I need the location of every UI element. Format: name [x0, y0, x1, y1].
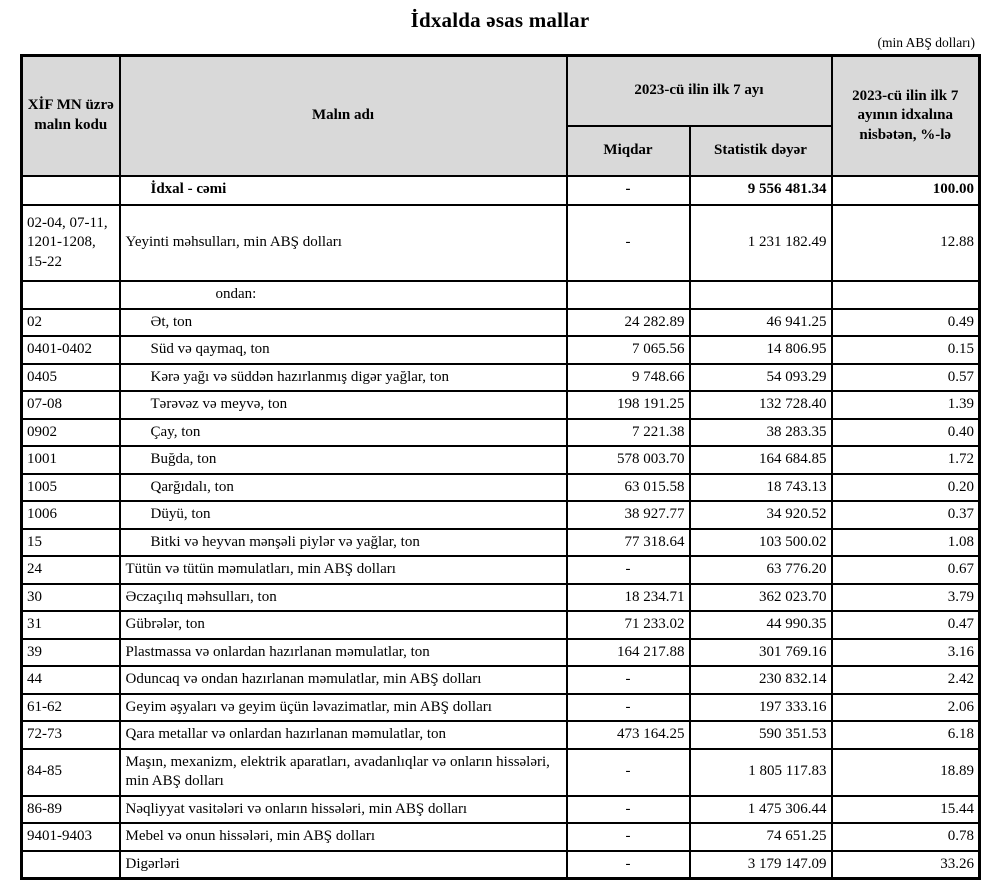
table-row: [22, 584, 980, 612]
cell-quantity: -: [567, 205, 690, 282]
cell-code: 86-89: [22, 796, 120, 824]
cell-value: 1 805 117.83: [690, 749, 832, 796]
table-row: [22, 176, 980, 205]
cell-quantity: 164 217.88: [567, 639, 690, 667]
cell-name: Düyü, ton: [120, 501, 567, 529]
cell-share: [832, 281, 980, 309]
cell-share: 1.72: [832, 446, 980, 474]
cell-value: 3 179 147.09: [690, 851, 832, 879]
cell-value: 9 556 481.34: [690, 176, 832, 205]
cell-value: 46 941.25: [690, 309, 832, 337]
cell-name: Süd və qaymaq, ton: [120, 336, 567, 364]
cell-quantity: -: [567, 694, 690, 722]
cell-quantity: -: [567, 823, 690, 851]
cell-name: Bitki və heyvan mənşəli piylər və yağlar, ton: [120, 529, 567, 557]
cell-share: 0.49: [832, 309, 980, 337]
cell-value: 301 769.16: [690, 639, 832, 667]
cell-name: Tərəvəz və meyvə, ton: [120, 391, 567, 419]
cell-code: 0405: [22, 364, 120, 392]
cell-name: Gübrələr, ton: [120, 611, 567, 639]
cell-code: 1005: [22, 474, 120, 502]
table-row: [22, 529, 980, 557]
cell-quantity: 77 318.64: [567, 529, 690, 557]
cell-name: Tütün və tütün məmulatları, min ABŞ dolları: [120, 556, 567, 584]
cell-name: Əczaçılıq məhsulları, ton: [120, 584, 567, 612]
cell-name: Geyim əşyaları və geyim üçün ləvazimatlar, min ABŞ dolları: [120, 694, 567, 722]
cell-value: 74 651.25: [690, 823, 832, 851]
cell-quantity: -: [567, 556, 690, 584]
cell-value: 230 832.14: [690, 666, 832, 694]
cell-share: 3.79: [832, 584, 980, 612]
cell-quantity: -: [567, 851, 690, 879]
table-row: [22, 796, 980, 824]
cell-code: 24: [22, 556, 120, 584]
table-row: [22, 556, 980, 584]
cell-share: 0.67: [832, 556, 980, 584]
cell-value: 197 333.16: [690, 694, 832, 722]
cell-name: Qara metallar və onlardan hazırlanan məmulatlar, ton: [120, 721, 567, 749]
cell-value: 38 283.35: [690, 419, 832, 447]
table-row: [22, 446, 980, 474]
cell-value: 34 920.52: [690, 501, 832, 529]
cell-quantity: -: [567, 749, 690, 796]
cell-code: 31: [22, 611, 120, 639]
table-row: [22, 694, 980, 722]
cell-code: 0902: [22, 419, 120, 447]
header-name: Malın adı: [120, 56, 567, 176]
cell-quantity: 9 748.66: [567, 364, 690, 392]
cell-share: 12.88: [832, 205, 980, 282]
cell-quantity: 198 191.25: [567, 391, 690, 419]
cell-value: 1 231 182.49: [690, 205, 832, 282]
table-row: [22, 501, 980, 529]
cell-value: 164 684.85: [690, 446, 832, 474]
cell-code: 0401-0402: [22, 336, 120, 364]
header-quantity: Miqdar: [567, 126, 690, 176]
cell-share: 33.26: [832, 851, 980, 879]
cell-value: [690, 281, 832, 309]
header-period-group: 2023-cü ilin ilk 7 ayı: [567, 56, 832, 126]
cell-name: İdxal - cəmi: [120, 176, 567, 205]
imports-table: [20, 54, 981, 880]
cell-share: 1.08: [832, 529, 980, 557]
cell-share: 6.18: [832, 721, 980, 749]
cell-code: 30: [22, 584, 120, 612]
cell-name: Mebel və onun hissələri, min ABŞ dolları: [120, 823, 567, 851]
cell-code: 02-04, 07-11, 1201-1208, 15-22: [22, 205, 120, 282]
cell-value: 54 093.29: [690, 364, 832, 392]
cell-quantity: 71 233.02: [567, 611, 690, 639]
cell-quantity: 63 015.58: [567, 474, 690, 502]
cell-value: 63 776.20: [690, 556, 832, 584]
cell-quantity: -: [567, 666, 690, 694]
cell-code: 84-85: [22, 749, 120, 796]
cell-share: 1.39: [832, 391, 980, 419]
table-row: [22, 823, 980, 851]
table-row: [22, 721, 980, 749]
cell-quantity: 38 927.77: [567, 501, 690, 529]
table-row: [22, 749, 980, 796]
header-code: XİF MN üzrə malın kodu: [22, 56, 120, 176]
cell-name: Buğda, ton: [120, 446, 567, 474]
cell-quantity: 18 234.71: [567, 584, 690, 612]
cell-share: 0.57: [832, 364, 980, 392]
table-row: [22, 474, 980, 502]
cell-quantity: 7 221.38: [567, 419, 690, 447]
cell-name: Kərə yağı və süddən hazırlanmış digər yağlar, ton: [120, 364, 567, 392]
table-row: [22, 309, 980, 337]
cell-share: 0.40: [832, 419, 980, 447]
header-value: Statistik dəyər: [690, 126, 832, 176]
cell-code: 02: [22, 309, 120, 337]
table-header: [22, 56, 980, 176]
table-row: [22, 336, 980, 364]
cell-code: 1001: [22, 446, 120, 474]
table-body: [22, 176, 980, 879]
table-row: [22, 205, 980, 282]
cell-quantity: 24 282.89: [567, 309, 690, 337]
cell-share: 0.15: [832, 336, 980, 364]
table-row: [22, 419, 980, 447]
cell-name: Ət, ton: [120, 309, 567, 337]
cell-quantity: -: [567, 796, 690, 824]
table-row: [22, 611, 980, 639]
unit-note: (min ABŞ dolları): [877, 35, 975, 50]
cell-quantity: [567, 281, 690, 309]
cell-value: 1 475 306.44: [690, 796, 832, 824]
cell-share: 0.37: [832, 501, 980, 529]
cell-quantity: -: [567, 176, 690, 205]
table-row: [22, 391, 980, 419]
document-page: [0, 8, 1000, 880]
cell-code: 39: [22, 639, 120, 667]
cell-value: 590 351.53: [690, 721, 832, 749]
cell-name: ondan:: [120, 281, 567, 309]
cell-value: 18 743.13: [690, 474, 832, 502]
cell-code: 72-73: [22, 721, 120, 749]
cell-value: 362 023.70: [690, 584, 832, 612]
page-title: İdxalda əsas mallar: [410, 8, 590, 32]
cell-share: 100.00: [832, 176, 980, 205]
cell-share: 2.06: [832, 694, 980, 722]
cell-value: 103 500.02: [690, 529, 832, 557]
cell-share: 15.44: [832, 796, 980, 824]
cell-code: 61-62: [22, 694, 120, 722]
cell-value: 132 728.40: [690, 391, 832, 419]
header-share: 2023-cü ilin ilk 7 ayının idxalına nisbətən, %-lə: [832, 56, 980, 176]
cell-code: [22, 281, 120, 309]
table-row: [22, 666, 980, 694]
cell-name: Digərləri: [120, 851, 567, 879]
cell-share: 0.47: [832, 611, 980, 639]
cell-code: [22, 176, 120, 205]
cell-share: 0.78: [832, 823, 980, 851]
cell-share: 3.16: [832, 639, 980, 667]
cell-name: Çay, ton: [120, 419, 567, 447]
cell-name: Yeyinti məhsulları, min ABŞ dolları: [120, 205, 567, 282]
cell-share: 18.89: [832, 749, 980, 796]
cell-value: 14 806.95: [690, 336, 832, 364]
cell-code: 44: [22, 666, 120, 694]
cell-name: Nəqliyyat vasitələri və onların hissələri, min ABŞ dolları: [120, 796, 567, 824]
cell-quantity: 7 065.56: [567, 336, 690, 364]
cell-code: 07-08: [22, 391, 120, 419]
table-row: [22, 639, 980, 667]
cell-share: 0.20: [832, 474, 980, 502]
cell-share: 2.42: [832, 666, 980, 694]
cell-name: Maşın, mexanizm, elektrik aparatları, avadanlıqlar və onların hissələri, min ABŞ dolları: [120, 749, 567, 796]
cell-quantity: 578 003.70: [567, 446, 690, 474]
cell-name: Oduncaq və ondan hazırlanan məmulatlar, min ABŞ dolları: [120, 666, 567, 694]
cell-name: Qarğıdalı, ton: [120, 474, 567, 502]
cell-quantity: 473 164.25: [567, 721, 690, 749]
table-row: [22, 281, 980, 309]
table-row: [22, 364, 980, 392]
cell-code: 1006: [22, 501, 120, 529]
cell-code: 9401-9403: [22, 823, 120, 851]
cell-value: 44 990.35: [690, 611, 832, 639]
cell-code: 15: [22, 529, 120, 557]
cell-name: Plastmassa və onlardan hazırlanan məmulatlar, ton: [120, 639, 567, 667]
